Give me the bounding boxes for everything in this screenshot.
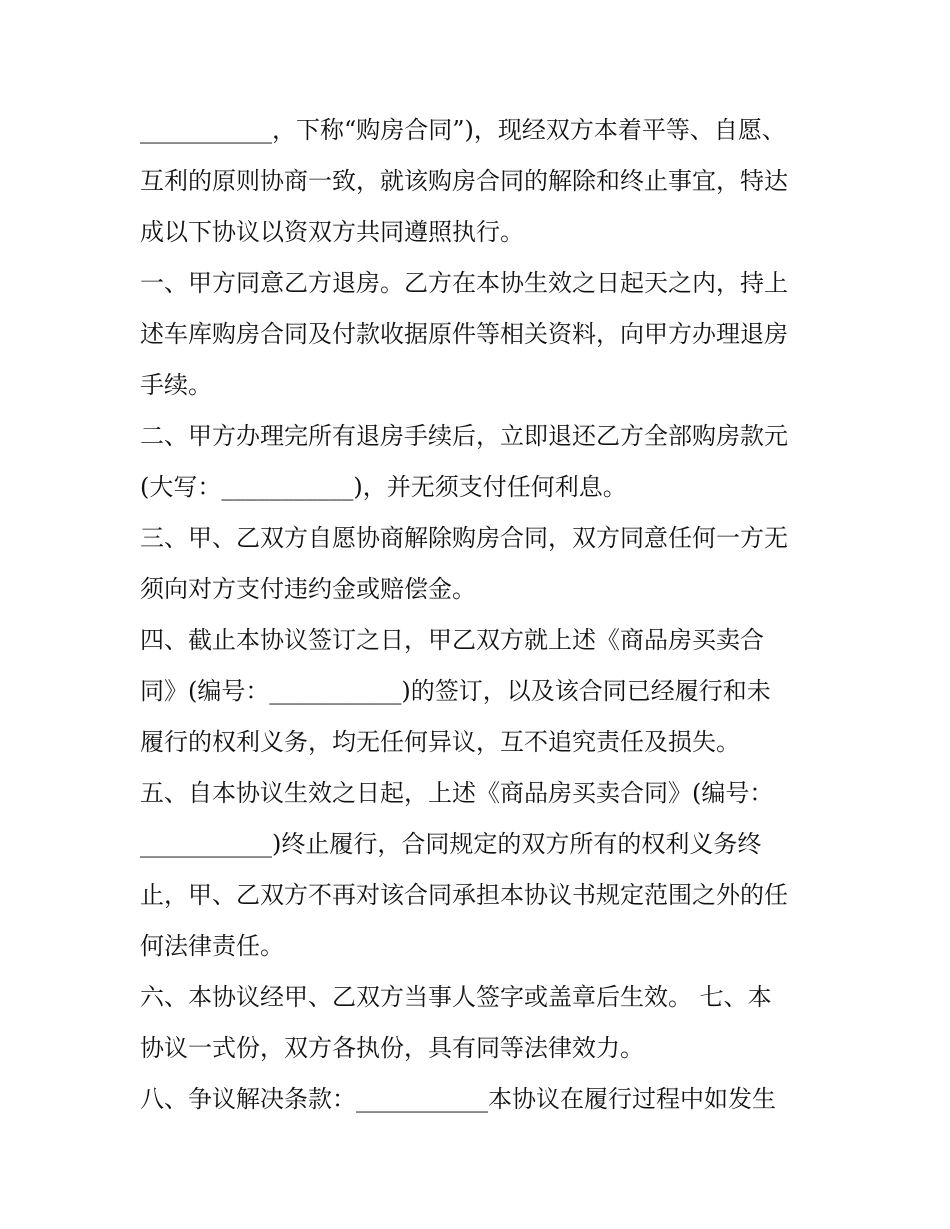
body-line-2: 互利的原则协商一致，就该购房合同的解除和终止事宜，特达 bbox=[140, 167, 788, 195]
body-line-1: ___________，下称“购房合同”)，现经双方本着平等、自愿、 bbox=[140, 116, 786, 144]
agreement-body bbox=[140, 105, 830, 1125]
body-line-5: 述车库购房合同及付款收据原件等相关资料，向甲方办理退房 bbox=[140, 320, 788, 348]
body-line-20: 八、争议解决条款：___________本协议在履行过程中如发生 bbox=[140, 1085, 776, 1113]
body-line-6: 手续。 bbox=[140, 371, 212, 399]
body-line-14: 五、自本协议生效之日起，上述《商品房买卖合同》(编号： bbox=[140, 779, 774, 807]
body-line-15: ___________)终止履行，合同规定的双方所有的权利义务终 bbox=[140, 830, 762, 858]
body-line-10: 须向对方支付违约金或赔偿金。 bbox=[140, 575, 476, 603]
body-line-9: 三、甲、乙双方自愿协商解除购房合同，双方同意任何一方无 bbox=[140, 524, 788, 552]
body-line-7: 二、甲方办理完所有退房手续后，立即退还乙方全部购房款元 bbox=[140, 422, 788, 450]
body-line-3: 成以下协议以资双方共同遵照执行。 bbox=[140, 218, 524, 246]
body-line-19: 协议一式份，双方各执份，具有同等法律效力。 bbox=[140, 1034, 644, 1062]
body-line-16: 止，甲、乙双方不再对该合同承担本协议书规定范围之外的任 bbox=[140, 881, 788, 909]
body-line-17: 何法律责任。 bbox=[140, 932, 284, 960]
body-line-4: 一、甲方同意乙方退房。乙方在本协生效之日起天之内，持上 bbox=[140, 269, 788, 297]
body-line-12: 同》(编号：___________)的签订，以及该合同已经履行和未 bbox=[140, 677, 771, 705]
body-line-18: 六、本协议经甲、乙双方当事人签字或盖章后生效。 七、本 bbox=[140, 983, 772, 1011]
body-line-11: 四、截止本协议签订之日，甲乙双方就上述《商品房买卖合 bbox=[140, 626, 764, 654]
body-line-13: 履行的权利义务，均无任何异议，互不追究责任及损失。 bbox=[140, 728, 740, 756]
body-line-8: (大写：___________)，并无须支付任何利息。 bbox=[140, 473, 627, 501]
